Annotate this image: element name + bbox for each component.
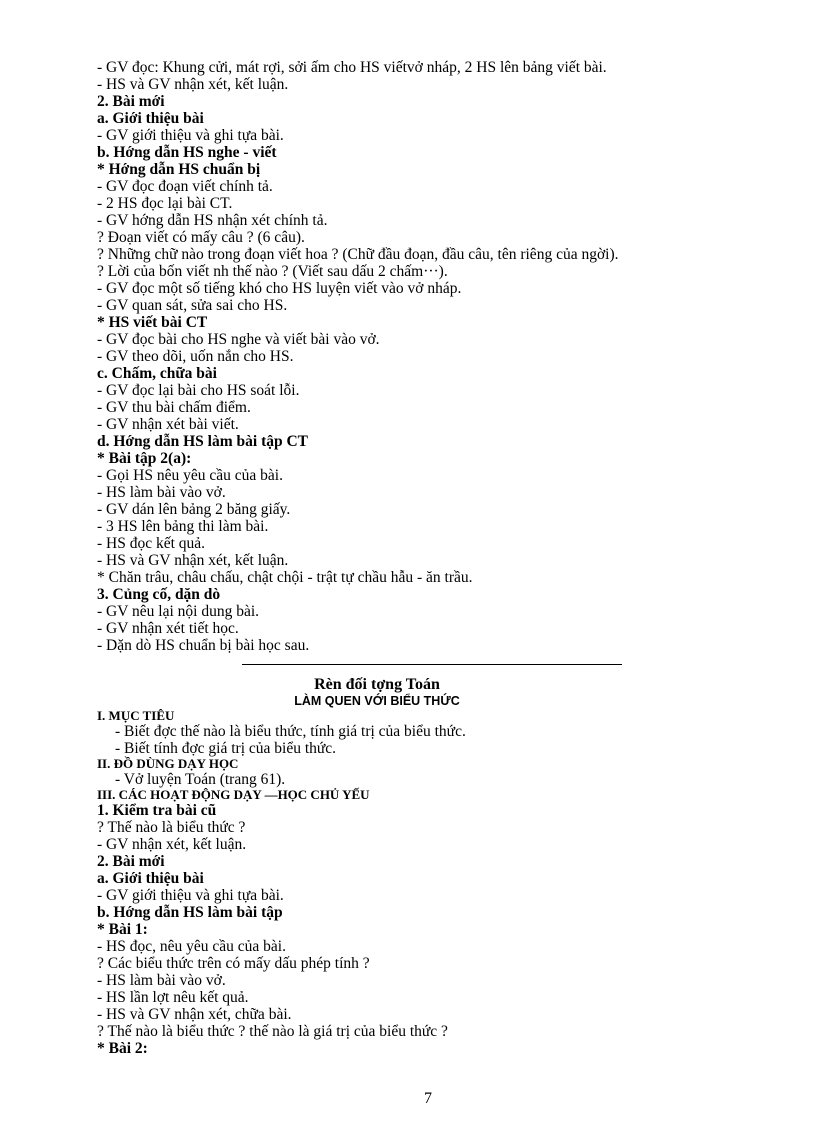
text-line: * Bài 1: <box>97 921 148 938</box>
text-line: c. Chấm, chữa bài <box>97 365 217 382</box>
text-line: 2. Bài mới <box>97 93 165 110</box>
text-line: - Dặn dò HS chuẩn bị bài học sau. <box>97 637 310 654</box>
text-line: - GV nhận xét tiết học. <box>97 620 239 637</box>
text-line: * HS viết bài CT <box>97 314 208 331</box>
page-number: 7 <box>424 1090 432 1107</box>
text-line: - GV đọc bài cho HS nghe và viết bài vào vở. <box>97 331 380 348</box>
text-line: ? Thế nào là biểu thức ? <box>97 819 246 836</box>
text-line: * Bài tập 2(a): <box>97 450 192 467</box>
text-line: - GV giới thiệu và ghi tựa bài. <box>97 887 284 904</box>
text-line: III. CÁC HOẠT ĐỘNG DẠY —HỌC CHỦ YẾU <box>97 787 370 802</box>
text-line: - GV nhận xét, kết luận. <box>97 836 247 853</box>
text-line: - HS đọc kết quả. <box>97 535 206 552</box>
section-subtitle: LÀM QUEN VỚI BIỂU THỨC <box>294 694 460 708</box>
text-line: a. Giới thiệu bài <box>97 870 204 887</box>
text-line: - HS làm bài vào vở. <box>97 972 226 989</box>
text-line: - HS làm bài vào vở. <box>97 484 226 501</box>
text-line: - 3 HS lên bảng thi làm bài. <box>97 518 269 535</box>
text-line: - GV giới thiệu và ghi tựa bài. <box>97 127 284 144</box>
text-line: - GV đọc một số tiếng khó cho HS luyện viết vào vở nháp. <box>97 280 462 297</box>
lesson-toan <box>97 709 777 1057</box>
text-line: - Vở luyện Toán (trang 61). <box>115 771 286 788</box>
section-divider <box>242 664 622 665</box>
text-line: - HS và GV nhận xét, kết luận. <box>97 76 289 93</box>
text-line: II. ĐỒ DÙNG DẠY HỌC <box>97 756 239 771</box>
text-line: - GV theo dõi, uốn nắn cho HS. <box>97 348 294 365</box>
section-title: Rèn đối tợng Toán <box>314 676 440 693</box>
text-line: - Biết tính đợc giá trị của biểu thức. <box>115 740 337 757</box>
text-line: b. Hớng dẫn HS làm bài tập <box>97 904 283 921</box>
text-line: - GV quan sát, sửa sai cho HS. <box>97 297 288 314</box>
text-line: ? Những chữ nào trong đoạn viết hoa ? (Chữ đầu đoạn, đầu câu, tên riêng của ngời). <box>97 246 619 263</box>
text-line: - Biết đợc thế nào là biểu thức, tính giá trị của biểu thức. <box>115 723 466 740</box>
text-line: - HS và GV nhận xét, kết luận. <box>97 552 289 569</box>
text-line: I. MỤC TIÊU <box>97 708 175 723</box>
text-line: - GV thu bài chấm điểm. <box>97 399 251 416</box>
text-line: * Hớng dẫn HS chuẩn bị <box>97 161 261 178</box>
text-line: - HS đọc, nêu yêu cầu của bài. <box>97 938 286 955</box>
text-line: d. Hớng dẫn HS làm bài tập CT <box>97 433 309 450</box>
text-line: - GV đọc lại bài cho HS soát lỗi. <box>97 382 300 399</box>
text-line: - HS và GV nhận xét, chữa bài. <box>97 1006 292 1023</box>
text-line: 2. Bài mới <box>97 853 165 870</box>
text-line: - 2 HS đọc lại bài CT. <box>97 195 233 212</box>
text-line: - GV hớng dẫn HS nhận xét chính tả. <box>97 212 328 229</box>
text-line: - GV nêu lại nội dung bài. <box>97 603 260 620</box>
text-line: ? Thế nào là biểu thức ? thế nào là giá trị của biểu thức ? <box>97 1023 448 1040</box>
text-line: * Bài 2: <box>97 1040 148 1057</box>
text-line: - GV đọc đoạn viết chính tả. <box>97 178 273 195</box>
text-line: - GV dán lên bảng 2 băng giấy. <box>97 501 291 518</box>
text-line: a. Giới thiệu bài <box>97 110 204 127</box>
text-line: - GV đọc: Khung cửi, mát rợi, sởi ấm cho HS viếtvở nháp, 2 HS lên bảng viết bài. <box>97 59 607 76</box>
text-line: ? Lời của bốn viết nh thế nào ? (Viết sau dấu 2 chấm···). <box>97 263 448 280</box>
text-line: 1. Kiểm tra bài cũ <box>97 802 217 819</box>
text-line: ? Các biểu thức trên có mấy dấu phép tính ? <box>97 955 370 972</box>
text-line: ? Đoạn viết có mấy câu ? (6 câu). <box>97 229 305 246</box>
text-line: - HS lần lợt nêu kết quả. <box>97 989 249 1006</box>
text-line: b. Hớng dẫn HS nghe - viết <box>97 144 277 161</box>
text-line: - Gọi HS nêu yêu cầu của bài. <box>97 467 283 484</box>
text-line: * Chăn trâu, châu chấu, chật chội - trật tự chầu hẫu - ăn trầu. <box>97 569 473 586</box>
document-page <box>97 59 777 1057</box>
text-line: 3. Củng cố, dặn dò <box>97 586 221 603</box>
lesson-chinh-ta <box>97 59 777 654</box>
text-line: - GV nhận xét bài viết. <box>97 416 239 433</box>
